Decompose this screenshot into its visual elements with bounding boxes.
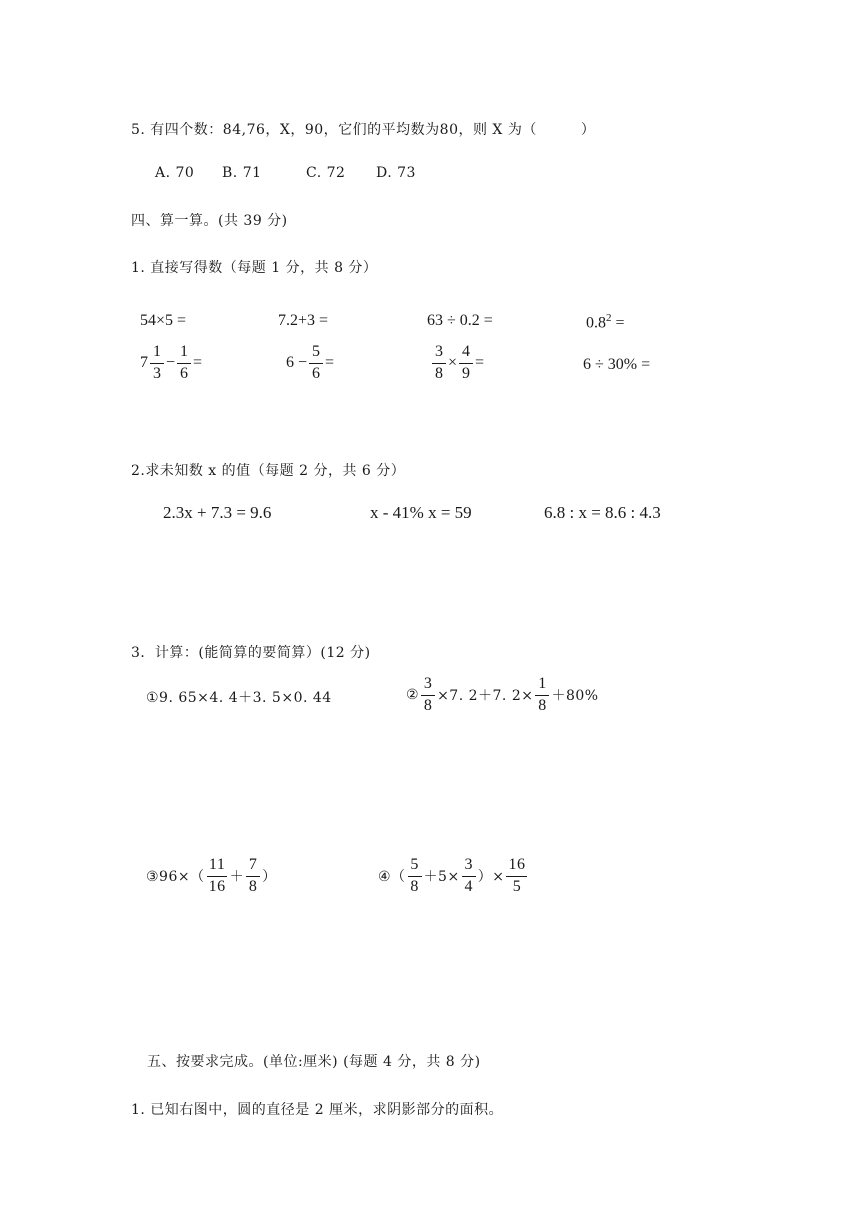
section-5-title: 五、按要求完成。(单位:厘米) (每题 4 分，共 8 分): [147, 1054, 481, 1070]
calc-2-4: 6 ÷ 30% =: [583, 356, 651, 373]
section-4-title: 四、算一算。(共 39 分): [131, 213, 288, 229]
calc-2-1: 7 $\frac{1}{3}$ − $\frac{1}{6}$ =: [140, 343, 203, 382]
question-5: [131, 119, 595, 139]
equation-1: 2.3x + 7.3 = 9.6: [163, 503, 272, 522]
question-5-close: ）: [580, 122, 596, 138]
calc-2-3: $\frac{3}{8}$ × $\frac{4}{9}$ =: [430, 344, 484, 383]
fraction: $\frac{5}{8}$: [408, 857, 422, 896]
fraction: $\frac{3}{8}$: [432, 344, 446, 383]
problem-2: ② $\frac{3}{8}$ ×7. 2＋7. 2× $\frac{1}{8}$ ＋80%: [406, 675, 599, 714]
part-2-title: 2.求未知数 x 的值（每题 2 分，共 6 分）: [131, 463, 406, 479]
equation-2: x - 41% x = 59: [370, 503, 472, 522]
fraction: $\frac{7}{8}$: [246, 857, 260, 896]
option-d: D. 73: [376, 165, 416, 181]
calc-1-4: $0.8^2$ =: [586, 312, 625, 332]
fraction: $\frac{11}{16}$: [208, 856, 226, 895]
problem-1: ①9. 65×4. 4＋3. 5×0. 44: [146, 690, 332, 706]
fraction: $\frac{1}{6}$: [177, 344, 191, 383]
calc-1-1: 54×5 =: [140, 312, 187, 329]
fraction: $\frac{5}{6}$: [309, 344, 323, 383]
option-a: A. 70: [155, 165, 195, 181]
calc-1-2: 7.2+3 =: [278, 312, 329, 329]
question-5-text: 5. 有四个数：84,76，X，90，它们的平均数为80，则 X 为（: [131, 122, 537, 138]
fraction: $\frac{1}{3}$: [150, 344, 164, 383]
fraction: $\frac{16}{5}$: [508, 856, 526, 895]
equation-3: 6.8 : x = 8.6 : 4.3: [544, 503, 661, 522]
calc-1-3: 63 ÷ 0.2 =: [427, 312, 493, 329]
calc-2-2: 6 − $\frac{5}{6}$ =: [286, 343, 335, 382]
problem-3: ③96×（ $\frac{11}{16}$ ＋ $\frac{7}{8}$ ）: [146, 856, 277, 895]
fraction: $\frac{3}{8}$: [421, 676, 435, 715]
exponent: 2: [606, 312, 612, 324]
option-c: C. 72: [306, 165, 346, 181]
fraction: $\frac{4}{9}$: [459, 344, 473, 383]
problem-4: ④（ $\frac{5}{8}$ ＋5× $\frac{3}{4}$ ）× $\frac{16}{5}$: [378, 856, 526, 895]
part-1-title: 1. 直接写得数（每题 1 分，共 8 分）: [131, 260, 378, 276]
fraction: $\frac{1}{8}$: [535, 676, 549, 715]
fraction: $\frac{3}{4}$: [462, 857, 476, 896]
section-5-question-1: 1. 已知右图中，圆的直径是 2 厘米，求阴影部分的面积。: [131, 1102, 504, 1118]
part-3-title: 3．计算：(能简算的要简算）(12 分): [131, 645, 371, 661]
option-b: B. 71: [222, 165, 262, 181]
